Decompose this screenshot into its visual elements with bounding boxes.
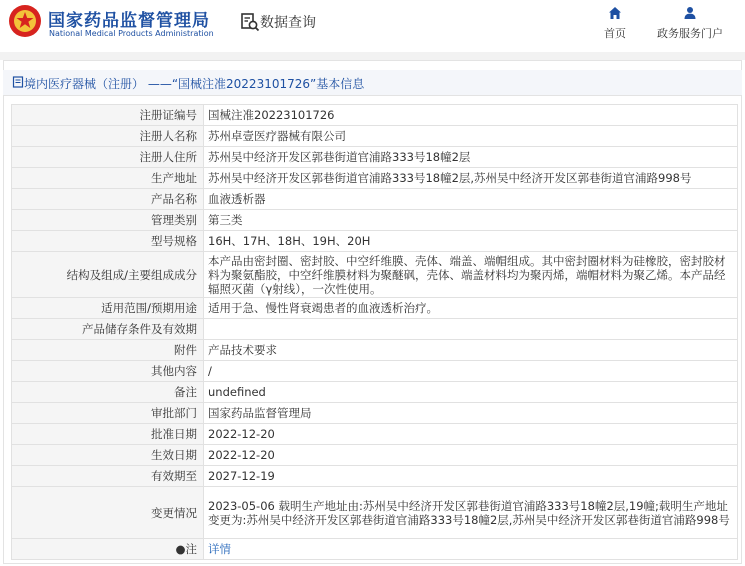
field-label: 变更情况 xyxy=(12,487,204,539)
field-value: 国家药品监督管理局 xyxy=(204,403,738,424)
field-value xyxy=(204,319,738,340)
table-row xyxy=(12,424,738,445)
national-emblem-icon xyxy=(8,4,42,38)
table-row xyxy=(12,361,738,382)
field-value: / xyxy=(204,361,738,382)
table-row xyxy=(12,539,738,560)
field-value: 适用于急、慢性肾衰竭患者的血液透析治疗。 xyxy=(204,298,738,319)
field-label: 生效日期 xyxy=(12,445,204,466)
field-value: 苏州吴中经济开发区郭巷街道官浦路333号18幢2层,苏州吴中经济开发区郭巷街道官浦路998号 xyxy=(204,168,738,189)
nav-home[interactable] xyxy=(597,6,633,41)
field-label: 生产地址 xyxy=(12,168,204,189)
field-label: 适用范围/预期用途 xyxy=(12,298,204,319)
data-query-icon xyxy=(240,12,260,32)
field-value: 2022-12-20 xyxy=(204,445,738,466)
table-row xyxy=(12,189,738,210)
field-value: 本产品由密封圈、密封胶、中空纤维膜、壳体、端盖、端帽组成。其中密封圈材料为硅橡胶，密封胶材料为聚氨酯胶，中空纤维膜材料为聚醚砜，壳体、端盖材料均为聚丙烯，端帽材料为聚乙烯。本产品经辐照灭菌（γ射线），一次性使用。 xyxy=(204,252,738,298)
table-row xyxy=(12,210,738,231)
field-value: 苏州吴中经济开发区郭巷街道官浦路333号18幢2层 xyxy=(204,147,738,168)
field-label: 产品储存条件及有效期 xyxy=(12,319,204,340)
table-row xyxy=(12,319,738,340)
note-label: 注 xyxy=(185,542,197,556)
table-row xyxy=(12,126,738,147)
field-label: 产品名称 xyxy=(12,189,204,210)
table-row xyxy=(12,487,738,539)
field-label: 有效期至 xyxy=(12,466,204,487)
site-name-en: National Medical Products Administration xyxy=(49,29,214,38)
breadcrumb: 境内医疗器械（注册） ——“国械注准20223101726”基本信息 xyxy=(24,77,365,91)
field-label: 管理类别 xyxy=(12,210,204,231)
registration-detail-table xyxy=(11,104,738,560)
nav-gov-service[interactable] xyxy=(650,6,730,41)
table-row xyxy=(12,466,738,487)
field-label: 结构及组成/主要组成成分 xyxy=(12,252,204,298)
nav-gov-service-label: 政务服务门户 xyxy=(657,27,723,40)
nav-home-label: 首页 xyxy=(604,27,626,40)
table-row xyxy=(12,403,738,424)
site-name-cn[interactable]: 国家药品监督管理局 xyxy=(48,11,210,31)
table-row xyxy=(12,298,738,319)
data-query-title: 数据查询 xyxy=(260,15,316,31)
pin-icon: ● xyxy=(175,542,186,556)
home-icon xyxy=(608,6,622,20)
table-row xyxy=(12,252,738,298)
table-row xyxy=(12,168,738,189)
table-row xyxy=(12,382,738,403)
table-row xyxy=(12,231,738,252)
field-label: 附件 xyxy=(12,340,204,361)
field-label: 型号规格 xyxy=(12,231,204,252)
field-value: 2022-12-20 xyxy=(204,424,738,445)
field-value: 产品技术要求 xyxy=(204,340,738,361)
field-label: 备注 xyxy=(12,382,204,403)
field-value: 第三类 xyxy=(204,210,738,231)
field-value: 2027-12-19 xyxy=(204,466,738,487)
field-value: 2023-05-06 载明生产地址由:苏州吴中经济开发区郭巷街道官浦路333号18幢2层,19幢;载明生产地址变更为:苏州吴中经济开发区郭巷街道官浦路333号18幢2层,苏州吴中经济开发区郭巷街道官浦路998号 xyxy=(204,487,738,539)
field-value: 苏州卓壹医疗器械有限公司 xyxy=(204,126,738,147)
details-link[interactable]: 详情 xyxy=(208,542,231,556)
header-divider xyxy=(0,52,745,60)
field-value: 血液透析器 xyxy=(204,189,738,210)
table-row xyxy=(12,147,738,168)
table-row xyxy=(12,340,738,361)
site-header xyxy=(0,0,745,50)
field-label: 注册人名称 xyxy=(12,126,204,147)
user-icon xyxy=(683,6,697,20)
field-label: 注册证编号 xyxy=(12,105,204,126)
note-value-cell xyxy=(204,539,738,560)
field-value: undefined xyxy=(204,382,738,403)
field-value: 16H、17H、18H、19H、20H xyxy=(204,231,738,252)
table-row xyxy=(12,105,738,126)
document-icon xyxy=(12,76,24,88)
field-label: 批准日期 xyxy=(12,424,204,445)
field-label: 其他内容 xyxy=(12,361,204,382)
field-label: 审批部门 xyxy=(12,403,204,424)
note-label-cell xyxy=(12,539,204,560)
field-label: 注册人住所 xyxy=(12,147,204,168)
field-value: 国械注准20223101726 xyxy=(204,105,738,126)
table-row xyxy=(12,445,738,466)
